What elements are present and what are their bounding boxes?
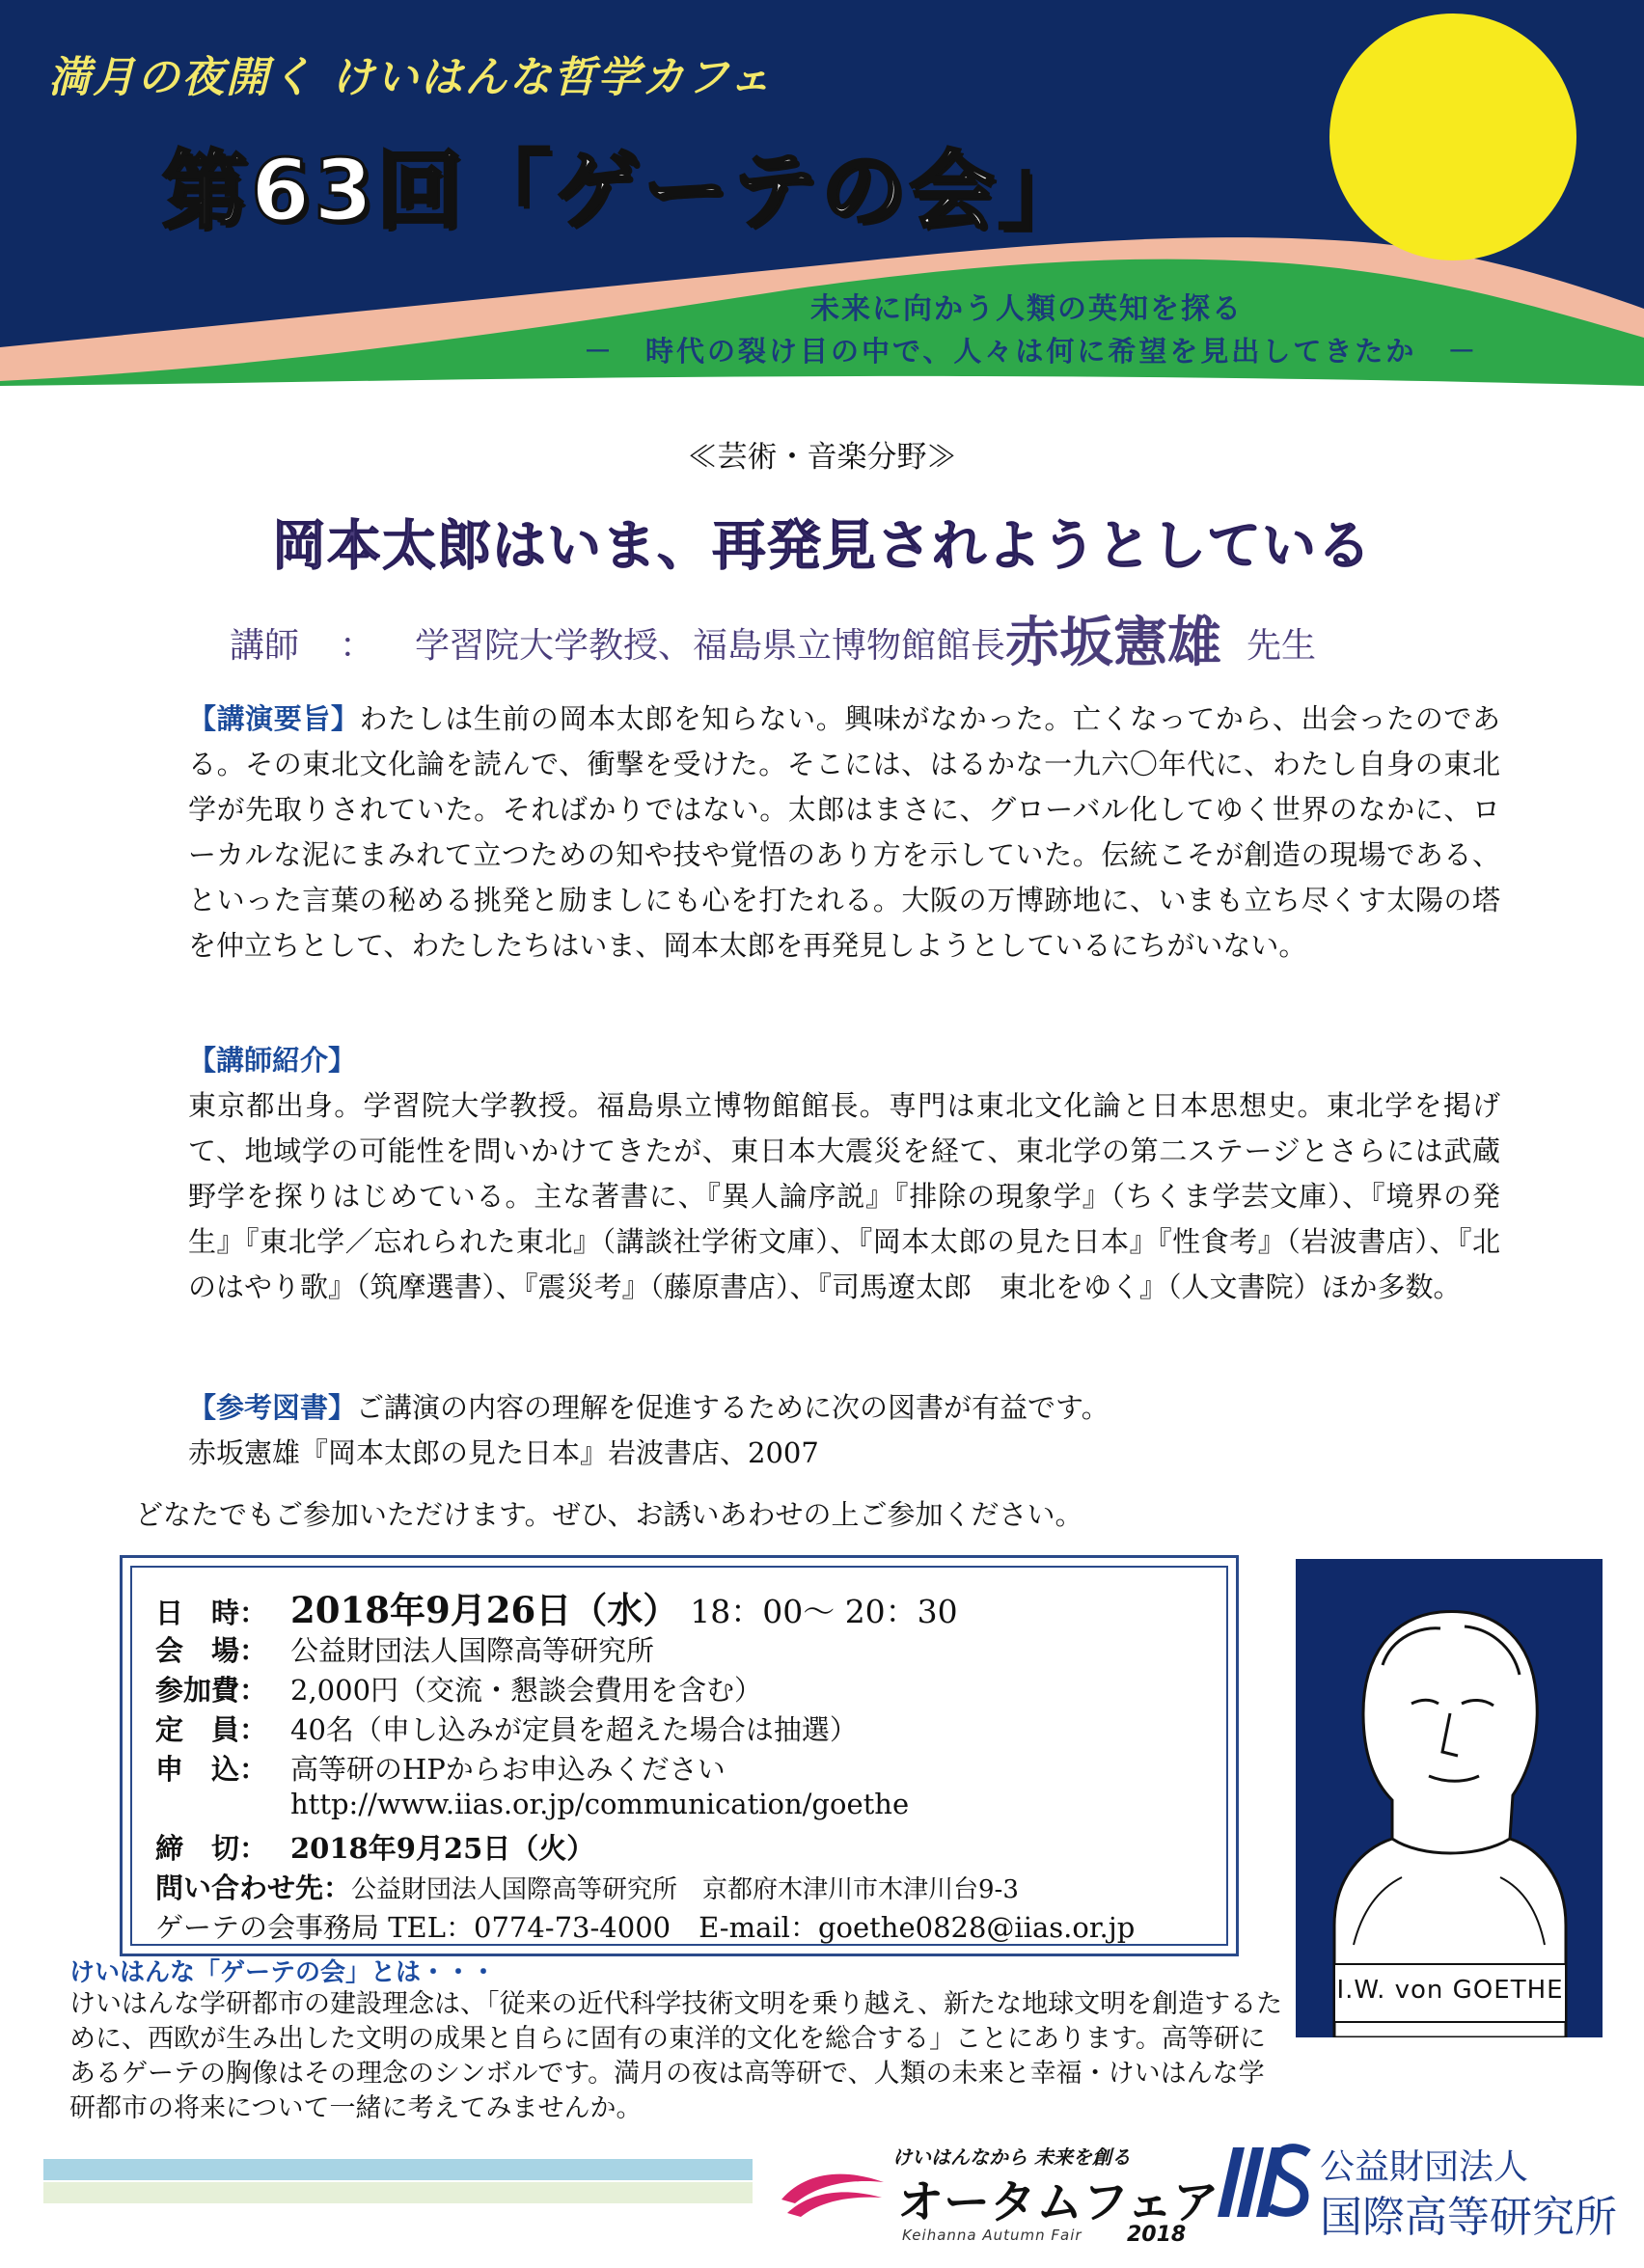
about-heading: けいはんな「ゲーテの会」とは・・・ xyxy=(69,1958,497,1987)
deadline-value: 2018年9月25日（火） xyxy=(290,1832,595,1865)
header-subtitle-2: － 時代の裂け目の中で、人々は何に希望を見出してきたか － xyxy=(584,335,1479,368)
header-subtitle: 未来に向かう人類の英知を探る xyxy=(810,292,1243,326)
talk-title: 岡本太郎はいま、再発見されようとしている xyxy=(272,515,1372,578)
footer-stripe-green xyxy=(43,2182,753,2203)
contact-row xyxy=(155,1867,1019,1906)
profile-body: 東京都出身。学習院大学教授。福島県立博物館館長。専門は東北文化論と日本思想史。東北学を掲げて、地域学の可能性を問いかけてきたが、東日本大震災を経て、東北学の第二ステージとさらには武蔵野学を探りはじめている。主な著書に、『異人論序説』『排除の現象学』（ちくま学芸文庫）、『境界の発生』『東北学／忘れられた東北』（講談社学術文庫）、『岡本太郎の見た日本』『性食考』（岩波書店）、『北のはやり歌』（筑摩選書）、『震災考』（藤原書店）、『司馬遼太郎 東北をゆく』（人文書院）ほか多数。 xyxy=(188,1089,1500,1303)
references-body: ご講演の内容の理解を促進するために次の図書が有益です。 xyxy=(356,1391,1110,1424)
fee-value: 2,000円（交流・懇談会費用を含む） xyxy=(290,1674,763,1707)
fee-label: 参加費： xyxy=(155,1674,268,1707)
profile-section xyxy=(188,1038,1500,1310)
autumn-fair-name: オータムフェア xyxy=(897,2175,1219,2229)
apply-row xyxy=(155,1748,726,1788)
genre-label: ≪芸術・音楽分野≫ xyxy=(687,440,957,475)
summary-body: わたしは生前の岡本太郎を知らない。興味がなかった。亡くなってから、出会ったのである。その東北文化論を読んで、衝撃を受けた。そこには、はるかな一九六〇年代に、わたし自身の東北学が先取りされていた。そればかりではない。太郎はまさに、グローバル化してゆく世界のなかに、ローカルな泥にまみれて立つための知や技や覚悟のあり方を示していた。伝統こそが創造の現場である、といった言葉の秘める挑発と励ましにも心を打たれる。大阪の万博跡地に、いまも立ち尽くす太陽の塔を仲立ちとして、わたしたちはいま、岡本太郎を再発見しようとしているにちがいない。 xyxy=(188,702,1500,962)
deadline-label: 締 切： xyxy=(155,1832,268,1865)
capacity-value: 40名（申し込みが定員を超えた場合は抽選） xyxy=(290,1713,858,1746)
autumn-fair-logo-icon xyxy=(778,2161,889,2232)
venue-row xyxy=(155,1629,654,1669)
iias-logo-icon xyxy=(1208,2140,1314,2230)
apply-url-link[interactable]: http://www.iias.or.jp/communication/goethe xyxy=(290,1788,910,1820)
datetime-row xyxy=(155,1581,958,1633)
lecturer-colon: ： xyxy=(340,626,375,666)
lecturer-line xyxy=(230,600,1316,677)
profile-heading: 【講師紹介】 xyxy=(188,1044,357,1077)
autumn-fair-tagline: けいはんなから 未来を創る xyxy=(892,2145,1131,2169)
goethe-bust-image xyxy=(1296,1559,1603,2037)
autumn-fair-year: 2018 xyxy=(1127,2223,1187,2247)
footer-stripe-blue xyxy=(43,2159,753,2180)
summary-heading: 【講演要旨】 xyxy=(188,702,360,735)
deadline-row xyxy=(155,1827,594,1867)
full-moon xyxy=(1329,14,1576,260)
header-kicker: 満月の夜開く けいはんな哲学カフェ xyxy=(48,53,774,102)
venue-value: 公益財団法人国際高等研究所 xyxy=(290,1634,655,1667)
contact-value-2: ゲーテの会事務局 TEL：0774-73-4000 E-mail：goethe0828@iias.or.jp xyxy=(155,1911,1136,1944)
contact-label: 問い合わせ先： xyxy=(155,1872,352,1904)
lecturer-affiliation: 学習院大学教授、福島県立博物館館長 xyxy=(415,626,1006,666)
apply-label: 申 込： xyxy=(155,1753,268,1786)
contact-value: 公益財団法人国際高等研究所 京都府木津川市木津川台9-3 xyxy=(351,1875,1019,1904)
goethe-bust-drawing xyxy=(1296,1559,1603,2037)
org-name: 国際高等研究所 xyxy=(1320,2193,1617,2242)
goethe-caption: I.W. von GOETHE xyxy=(1336,1976,1564,2005)
invitation-text: どなたでもご参加いただけます。ぜひ、お誘いあわせの上ご参加ください。 xyxy=(135,1498,1083,1531)
lecturer-label: 講師 xyxy=(230,626,300,666)
event-date: 2018年9月26日（水） xyxy=(290,1589,679,1631)
summary-section xyxy=(188,697,1500,969)
lecturer-honorific: 先生 xyxy=(1247,626,1317,666)
lecturer-name: 赤坂憲雄 xyxy=(1005,612,1222,674)
event-details-box xyxy=(120,1555,1239,1956)
contact-row-2 xyxy=(155,1906,1135,1946)
venue-label: 会 場： xyxy=(155,1634,268,1667)
event-time: 18：00～ 20：30 xyxy=(690,1593,958,1630)
references-heading: 【参考図書】 xyxy=(188,1391,357,1424)
page-title: 第63回「ゲーテの会」 xyxy=(162,141,1087,240)
apply-url-row xyxy=(290,1788,909,1820)
about-body: けいはんな学研都市の建設理念は、「従来の近代科学技術文明を乗り越え、新たな地球文明を創造するために、西欧が生み出した文明の成果と自らに固有の東洋的文化を総合する」ことにあります。高等研にあるゲーテの胸像はその理念のシンボルです。満月の夜は高等研で、人類の未来と幸福・けいはんな学研都市の将来について一緒に考えてみませんか。 xyxy=(69,1989,1283,2123)
fee-row xyxy=(155,1669,762,1708)
capacity-row xyxy=(155,1708,858,1748)
references-section xyxy=(188,1385,1500,1476)
autumn-fair-subtitle: Keihanna Autumn Fair xyxy=(902,2227,1082,2244)
datetime-label: 日 時： xyxy=(155,1597,268,1629)
capacity-label: 定 員： xyxy=(155,1713,268,1746)
org-label: 公益財団法人 xyxy=(1320,2147,1529,2187)
references-book: 赤坂憲雄『岡本太郎の見た日本』岩波書店、2007 xyxy=(188,1436,819,1469)
apply-value: 高等研のHPからお申込みください xyxy=(290,1753,726,1786)
